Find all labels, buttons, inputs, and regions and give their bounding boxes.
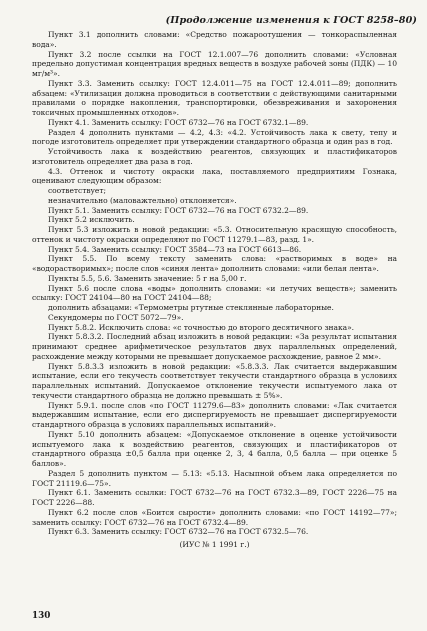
paragraph: Пункт 5.9.1. после слов «по ГОСТ 11279.6—83» дополнить словами: «Лак считается выдержавшим испытание, если его диспергируемость не превышает диспергируемости стандартного образца в условиях параллельных испытаний».: [32, 400, 397, 429]
paragraph: Пункт 6.2 после слов «Боится сырости» дополнить словами: «по ГОСТ 14192—77»; заменить ссылку: ГОСТ 6732—76 на ГОСТ 6732.4—89.: [32, 507, 397, 527]
paragraph: Пункт 3.1 дополнить словами: «Средство пожароотушения — тонкораспыленная вода».: [32, 30, 397, 49]
paragraph: Пункт 4.1. Заменить ссылку: ГОСТ 6732—76 на ГОСТ 6732.1—89.: [48, 117, 309, 127]
paragraph: незначительно (маловажтельно) отклоняется».: [48, 195, 237, 205]
paragraph: Устойчивость лака к воздействию реагентов, связующих и пластификаторов изготовитель определяет два раза в год.: [32, 147, 397, 166]
paragraph: Пункт 5.2 исключить.: [48, 215, 135, 225]
footer-note: (ИУС № 1 1991 г.): [179, 540, 250, 549]
paragraph: Пункт 6.1. Заменить ссылки: ГОСТ 6732—76 на ГОСТ 6732.3—89, ГОСТ 2226—75 на ГОСТ 2226—88.: [32, 488, 397, 507]
paragraph: Раздел 5 дополнить пунктом — 5.13: «5.13. Насыпной объем лака определяется по ГОСТ 21119.6—75».: [32, 468, 397, 488]
paragraph: Пункт 6.3. Заменить ссылку: ГОСТ 6732—76 на ГОСТ 6732.5—76.: [48, 527, 309, 537]
paragraph: Пункт 5.8.2. Исключить слова: «с точностью до второго десятичного знака».: [48, 322, 355, 332]
paragraph: Пункт 5.4. Заменить ссылку: ГОСТ 3584—73 на ГОСТ 6613—86.: [48, 244, 302, 254]
paragraph: Пункт 5.10 дополнить абзацем: «Допускаемое отклонение в оценке устойчивости испытуемого лака к воздействию реагентов, связующих и пластификаторов от стандартного образца ±0,5 балла при оценке 2, 3, 4 балла, 0,5 балла — при оценке 5 баллов».: [32, 429, 397, 468]
page-header: (Продолжение изменения к ГОСТ 8258–80): [165, 15, 417, 26]
paragraph: 4.3. Оттенок и чистоту окраски лака, поставляемого предприятиям Гознака, оценивают следующим образом:: [32, 166, 397, 186]
page-number: 130: [32, 611, 51, 621]
paragraph: Пункт 5.6 после слова «воды» дополнить словами: «и летучих веществ»; заменить ссылку: ГОСТ 24104—80 на ГОСТ 24104—88;: [32, 283, 397, 303]
document-body: [32, 30, 397, 550]
paragraph: Пункт 5.1. Заменить ссылку: ГОСТ 6732—76 на ГОСТ 6732.2—89.: [48, 205, 309, 215]
paragraph: дополнить абзацами: «Термометры ртутные стеклянные лабораторные.: [48, 303, 334, 312]
paragraph: Пункт 3.3. Заменить ссылку: ГОСТ 12.4.011—75 на ГОСТ 12.4.011—89; дополнить абзацем: «Утилизация должна проводиться в соответствии с действующими санитарными правилами о порядке накопления, транспортировки, обезвреживания и захоронения токсичных промышленных отходов».: [32, 78, 397, 117]
paragraph: соответствует;: [48, 186, 106, 195]
paragraph: Пункт 5.8.3.2. Последний абзац изложить в новой редакции: «За результат испытания принимают среднее арифметическое результатов двух параллельных определений, расхождение между которыми не превышает допускаемое расхождение, равное 2 мм».: [32, 332, 397, 361]
paragraph: Пункты 5.5, 5.6. Заменить значение: 5 г на 5,00 г.: [48, 273, 247, 283]
paragraph: Пункт 5.3 изложить в новой редакции: «5.3. Относительную красящую способность, оттенок и чистоту окраски определяют по ГОСТ 11279.1—83, разд. 1».: [32, 225, 397, 244]
paragraph: Раздел 4 дополнить пунктами — 4.2, 4.3: «4.2. Устойчивость лака к свету, тепу и погоде изготовитель определяет при утверждении стандартного образца и один раз в год.: [32, 127, 397, 147]
paragraph: Пункт 5.8.3.3 изложить в новой редакции: «5.8.3.3. Лак считается выдержавшим испытание, если его текучесть соответствует текучести стандартного образца в условиях параллельных испытаний. Допускаемое отклонение текучести испытуемого лака от текучести стандартного образца не должно превышать ± 5%».: [32, 361, 397, 400]
paragraph: Секундомеры по ГОСТ 5072—79».: [48, 312, 184, 322]
paragraph: Пункт 5.5. По всему тексту заменить слова: «растворимых в воде» на «водорастворимых»; после слов «синяя лента» дополнить словами: «или белая лента».: [32, 254, 397, 273]
paragraph: Пункт 3.2 после ссылки на ГОСТ 12.1.007—76 дополнить словами: «Условная предельно допустимая концентрация вредных веществ в воздухе рабочей зоны (ПДК) — 10 мг/м³».: [32, 49, 397, 78]
